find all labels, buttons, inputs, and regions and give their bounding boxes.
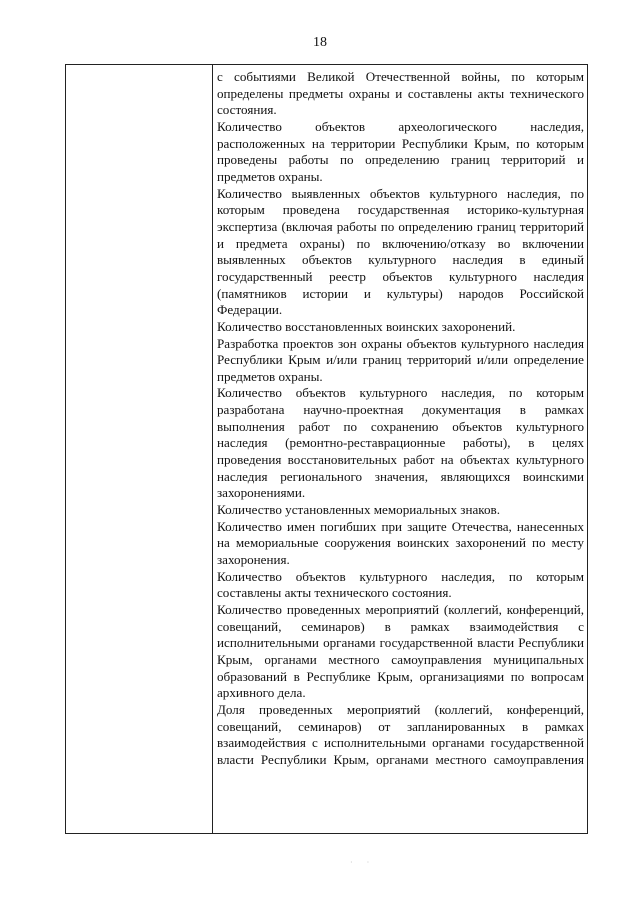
table-right-cell <box>213 65 587 833</box>
document-table <box>65 64 588 834</box>
table-left-cell <box>66 65 212 833</box>
paragraph-interaction-events-share: Доля проведенных мероприятий (коллегий, конференций, совещаний, семинаров) от запланированных в рамках взаимодействия с исполнительными органами государственной власти Республики Крым, органами местного самоуправления <box>217 701 584 767</box>
paragraph-monuments-war-events: с событиями Великой Отечественной войны, по которым определены предметы охраны и составлены акты технического состояния. <box>217 69 584 118</box>
page-number: 18 <box>313 35 327 50</box>
scan-artifact: · · <box>350 858 376 867</box>
paragraph-archaeological-heritage: Количество объектов археологического наследия, расположенных на территории Республики Крым, по которым проведены работы по определению границ территорий и предметов охраны. <box>217 118 584 184</box>
paragraph-project-documentation: Количество объектов культурного наследия, по которым разработана научно-проектная документация в рамках выполнения работ по сохранению объектов культурного наследия (ремонтно-реставрационные работы), в целях проведения восстановительных работ на объектах культурного наследия регионального значения, являющихся воинскими захоронениями. <box>217 385 584 501</box>
paragraph-restored-military-burials: Количество восстановленных воинских захоронений. <box>217 318 516 334</box>
paragraph-protection-zones-projects: Разработка проектов зон охраны объектов культурного наследия Республики Крым и/или границ территорий и/или определение предметов охраны. <box>217 335 584 384</box>
paragraph-memorial-signs: Количество установленных мемориальных знаков. <box>217 502 500 518</box>
paragraph-technical-condition-acts: Количество объектов культурного наследия, по которым составлены акты технического состояния. <box>217 568 584 601</box>
paragraph-interaction-events-count: Количество проведенных мероприятий (коллегий, конференций, совещаний, семинаров) в рамках взаимодействия с исполнительными органами государственной власти Республики Крым, органами местного самоуправления муниципальных образований в Республике Крым, организациями по вопросам архивного дела. <box>217 602 584 701</box>
paragraph-identified-heritage-expertise: Количество выявленных объектов культурного наследия, по которым проведена государственная историко-культурная экспертиза (включая работы по определению границ территорий и предмета охраны) по включению/отказу во включении выявленных объектов культурного наследия в единый государственный реестр объектов культурного наследия (памятников истории и культуры) народов Российской Федерации. <box>217 185 584 318</box>
paragraph-names-of-fallen: Количество имен погибших при защите Отечества, нанесенных на мемориальные сооружения воинских захоронений по месту захоронения. <box>217 518 584 568</box>
